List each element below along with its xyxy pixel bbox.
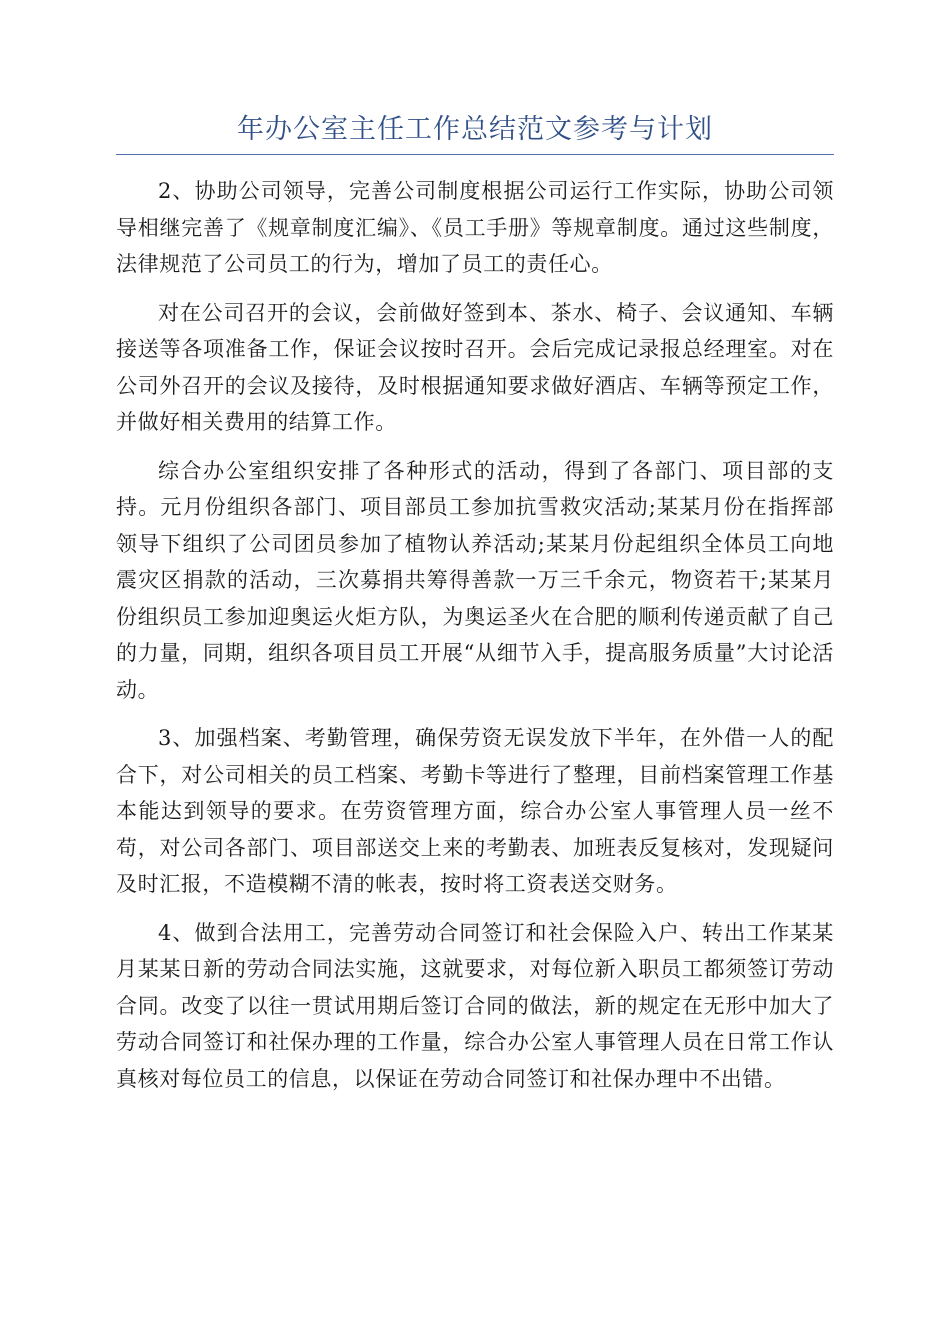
document-title: 年办公室主任工作总结范文参考与计划 <box>237 114 713 145</box>
paragraph-5: 4、做到合法用工，完善劳动合同签订和社会保险入户、转出工作某某月某某日新的劳动合同法实施，这就要求，对每位新入职员工都须签订劳动合同。改变了以往一贯试用期后签订合同的做法，新的规定在无形中加大了劳动合同签订和社保办理的工作量，综合办公室人事管理人员在日常工作认真核对每位员工的信息，以保证在劳动合同签订和社保办理中不出错。 <box>116 920 834 1091</box>
paragraph-2: 对在公司召开的会议，会前做好签到本、茶水、椅子、会议通知、车辆接送等各项准备工作，保证会议按时召开。会后完成记录报总经理室。对在公司外召开的会议及接待，及时根据通知要求做好酒店、车辆等预定工作，并做好相关费用的结算工作。 <box>116 300 834 434</box>
paragraph-3: 综合办公室组织安排了各种形式的活动，得到了各部门、项目部的支持。元月份组织各部门、项目部员工参加抗雪救灾活动;某某月份在指挥部领导下组织了公司团员参加了植物认养活动;某某月份起组织全体员工向地震灾区捐款的活动，三次募捐共筹得善款一万三千余元，物资若干;某某月份组织员工参加迎奥运火炬方队，为奥运圣火在合肥的顺利传递贡献了自己的力量，同期，组织各项目员工开展“从细节入手，提高服务质量”大讨论活动。 <box>116 458 834 702</box>
paragraph-1: 2、协助公司领导，完善公司制度根据公司运行工作实际，协助公司领导相继完善了《规章制度汇编》、《员工手册》等规章制度。通过这些制度，法律规范了公司员工的行为，增加了员工的责任心。 <box>116 179 834 276</box>
document-body <box>116 173 834 1109</box>
paragraph-4: 3、加强档案、考勤管理，确保劳资无误发放下半年，在外借一人的配合下，对公司相关的员工档案、考勤卡等进行了整理，目前档案管理工作基本能达到领导的要求。在劳资管理方面，综合办公室人事管理人员一丝不苟，对公司各部门、项目部送交上来的考勤表、加班表反复核对，发现疑问及时汇报，不造模糊不清的帐表，按时将工资表送交财务。 <box>116 726 834 896</box>
title-underline <box>116 154 834 155</box>
